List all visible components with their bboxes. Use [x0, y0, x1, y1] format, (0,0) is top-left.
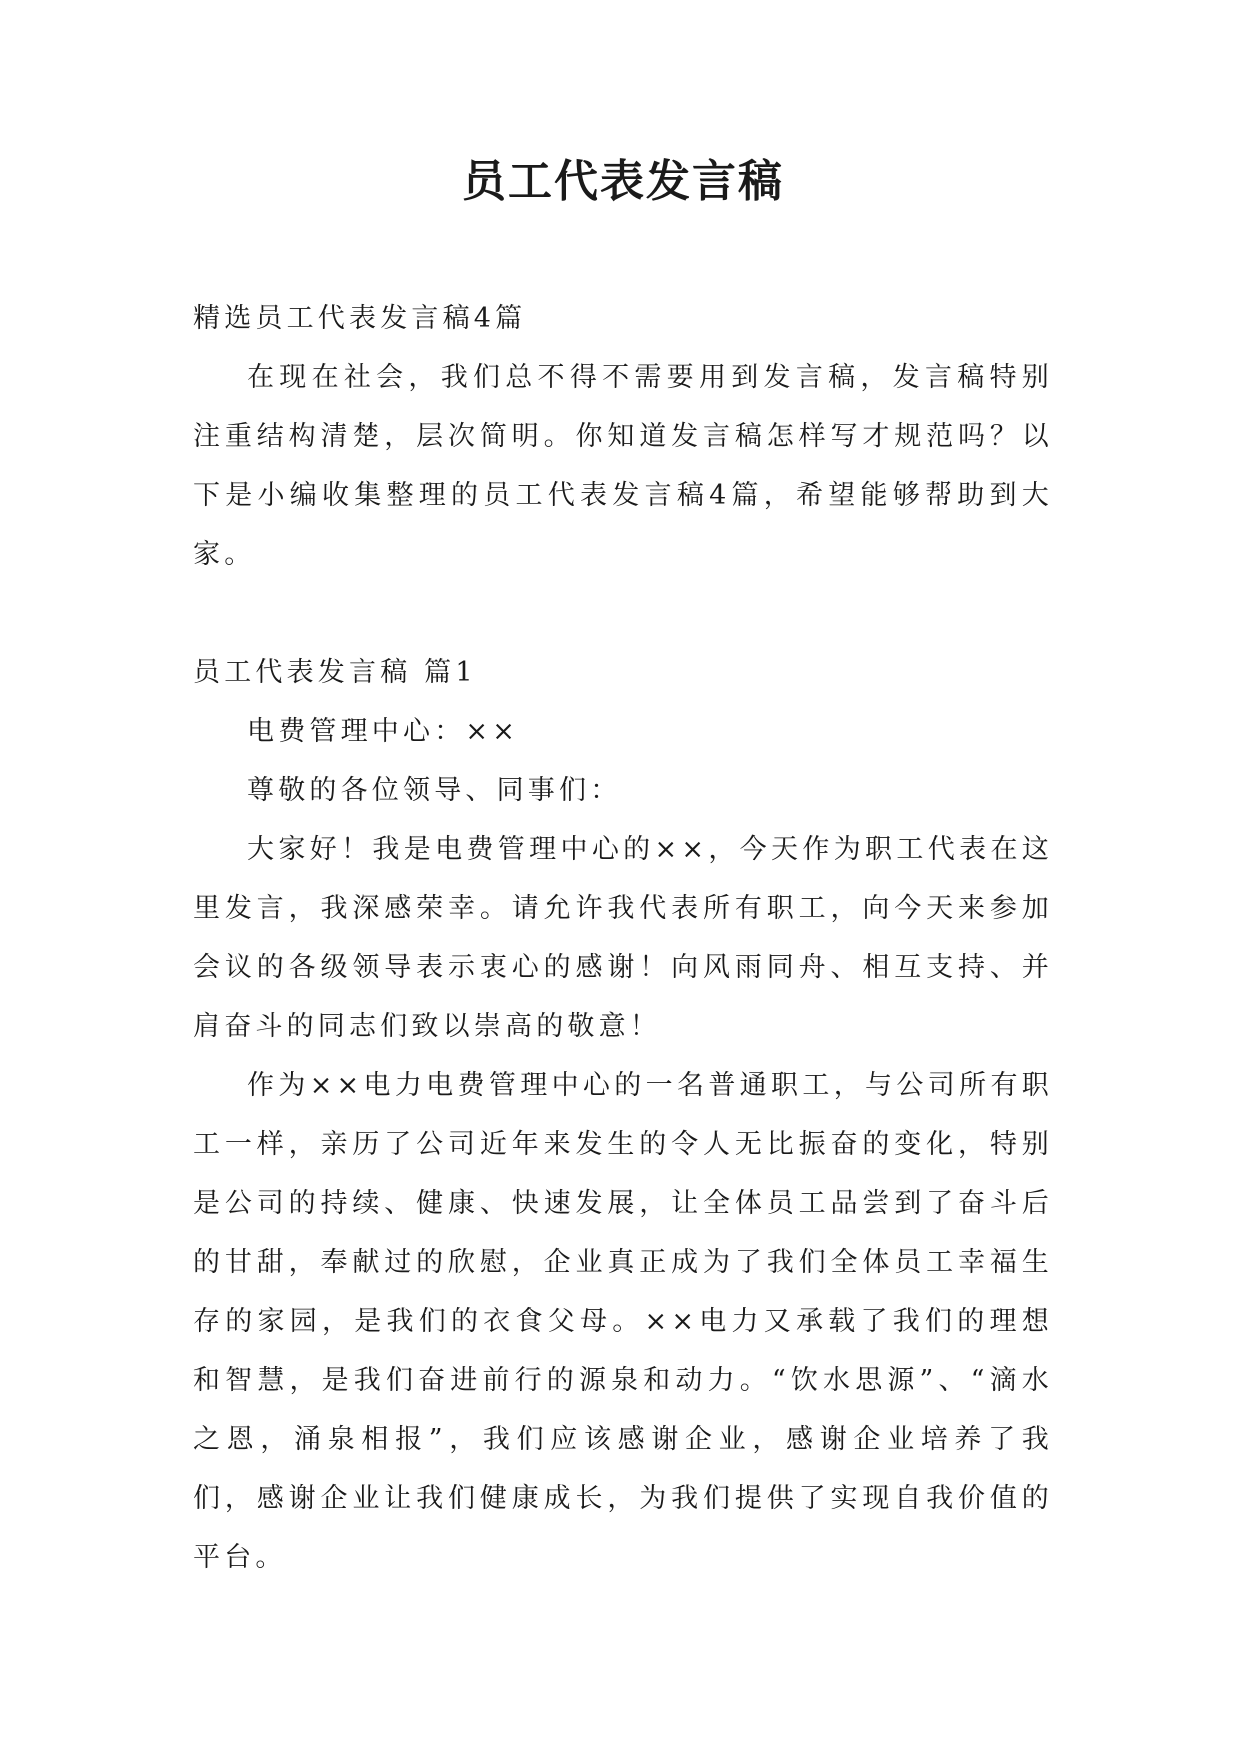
document-subtitle: 精选员工代表发言稿4篇: [193, 303, 527, 334]
salutation: 尊敬的各位领导、同事们：: [247, 775, 622, 806]
document-title: 员工代表发言稿: [462, 156, 784, 207]
document-body: [193, 289, 1053, 1587]
body-paragraph: 作为××电力电费管理中心的一名普通职工，与公司所有职工一样，亲历了公司近年来发生的令人无比振奋的变化，特别是公司的持续、健康、快速发展，让全体员工品尝到了奋斗后的甘甜，奉献过的欣慰，企业真正成为了我们全体员工幸福生存的家园，是我们的衣食父母。××电力又承载了我们的理想和智慧，是我们奋进前行的源泉和动力。“饮水思源”、“滴水之恩，涌泉相报”，我们应该感谢企业，感谢企业培养了我们，感谢企业让我们健康成长，为我们提供了实现自我价值的平台。: [193, 1070, 1053, 1573]
section-heading: 员工代表发言稿 篇1: [193, 657, 477, 688]
body-paragraph: 大家好！我是电费管理中心的××，今天作为职工代表在这里发言，我深感荣幸。请允许我代表所有职工，向今天来参加会议的各级领导表示衷心的感谢！向风雨同舟、相互支持、并肩奋斗的同志们致以崇高的敬意！: [193, 834, 1053, 1042]
section-gap: [193, 584, 1053, 643]
intro-paragraph: 在现在社会，我们总不得不需要用到发言稿，发言稿特别注重结构清楚，层次简明。你知道发言稿怎样写才规范吗？以下是小编收集整理的员工代表发言稿4篇，希望能够帮助到大家。: [193, 362, 1053, 570]
speaker-signature: 电费管理中心：××: [247, 716, 520, 747]
